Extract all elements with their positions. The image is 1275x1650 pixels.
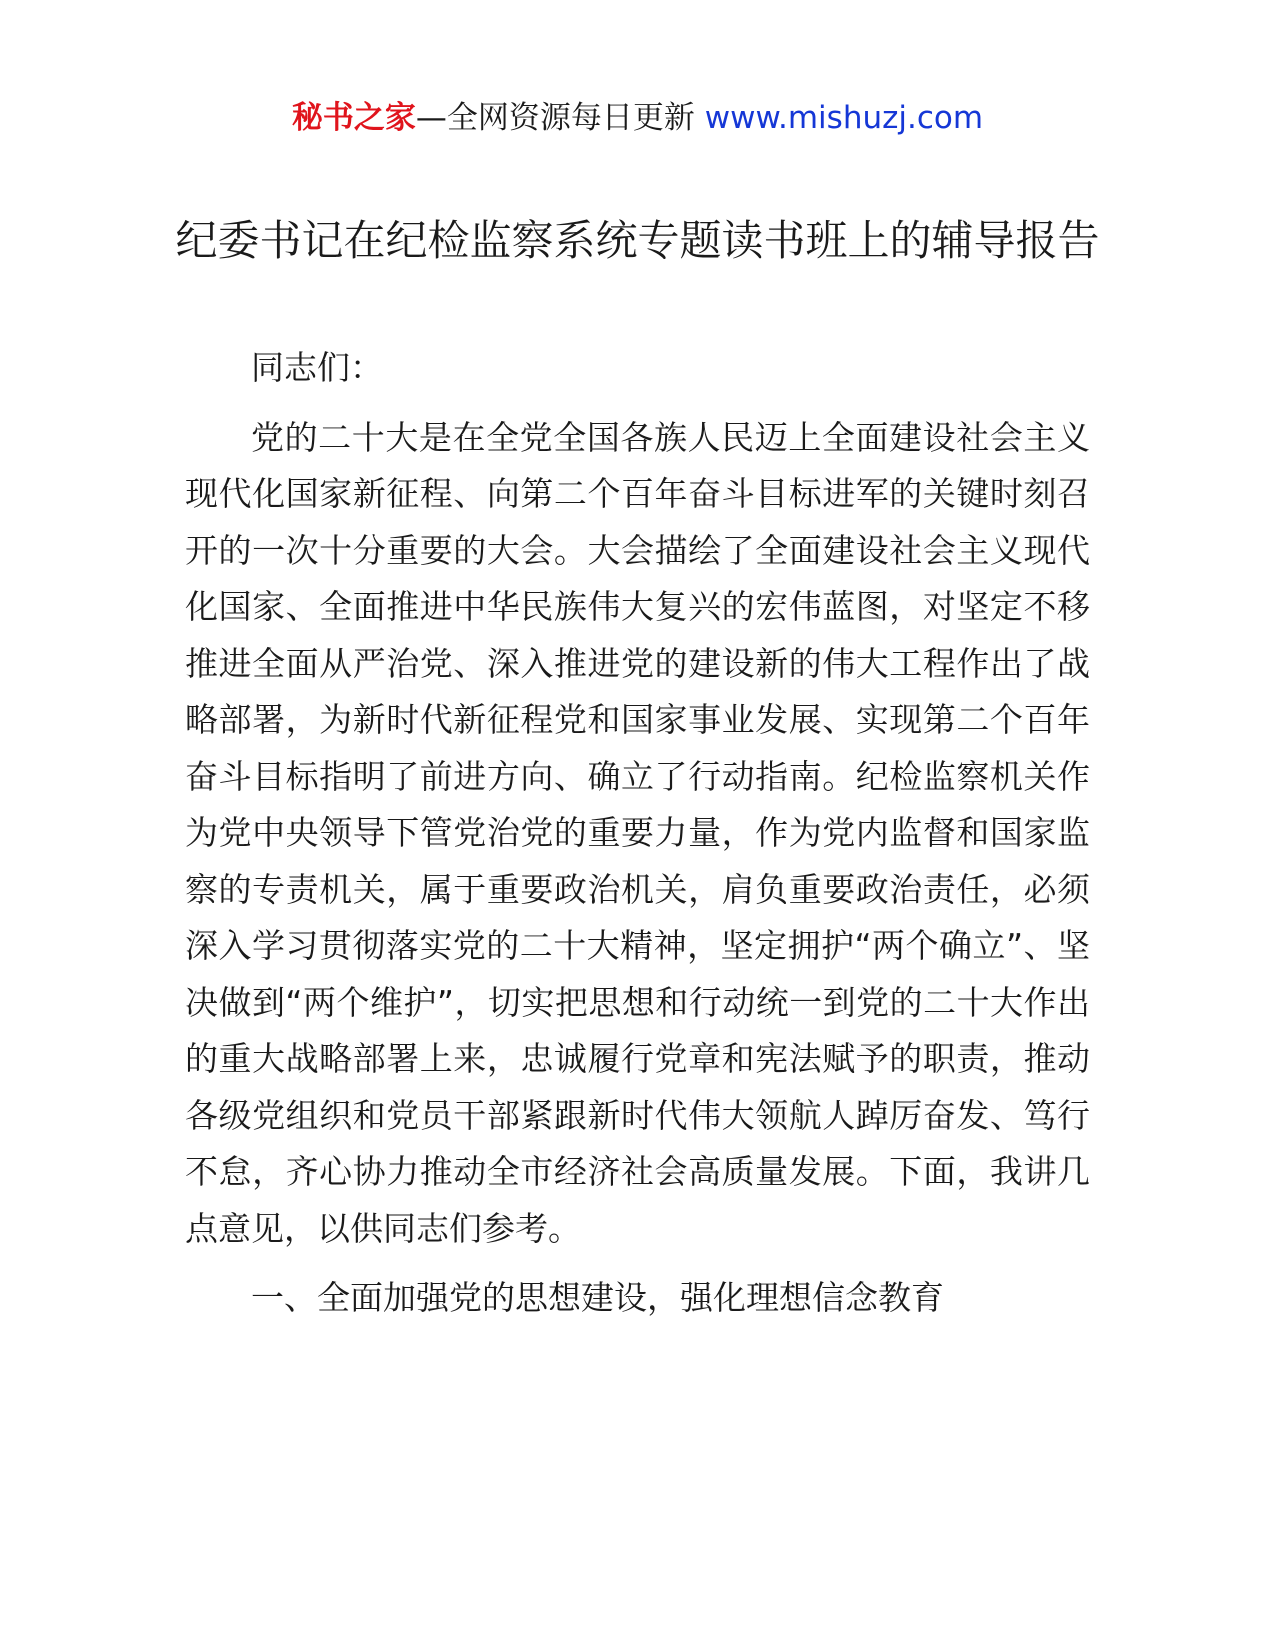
site-brand: 秘书之家 [291, 100, 416, 136]
salutation: 同志们： [251, 348, 383, 387]
site-url-link[interactable]: www.mishuzj.com [704, 100, 984, 136]
site-header [0, 96, 1275, 140]
document-body [185, 340, 1090, 1327]
body-paragraph: 党的二十大是在全党全国各族人民迈上全面建设社会主义现代化国家新征程、向第二个百年奋斗目标进军的关键时刻召开的一次十分重要的大会。大会描绘了全面建设社会主义现代化国家、全面推进中华民族伟大复兴的宏伟蓝图，对坚定不移推进全面从严治党、深入推进党的建设新的伟大工程作出了战略部署，为新时代新征程党和国家事业发展、实现第二个百年奋斗目标指明了前进方向、确立了行动指南。纪检监察机关作为党中央领导下管党治党的重要力量，作为党内监督和国家监察的专责机关，属于重要政治机关，肩负重要政治责任，必须深入学习贯彻落实党的二十大精神，坚定拥护“两个确立”、坚决做到“两个维护”，切实把思想和行动统一到党的二十大作出的重大战略部署上来，忠诚履行党章和宪法赋予的职责，推动各级党组织和党员干部紧跟新时代伟大领航人踔厉奋发、笃行不怠，齐心协力推动全市经济社会高质量发展。下面，我讲几点意见，以供同志们参考。 [185, 417, 1090, 1248]
site-tagline: —全网资源每日更新 [415, 100, 705, 136]
section-heading: 一、全面加强党的思想建设，强化理想信念教育 [251, 1278, 944, 1317]
document-title: 纪委书记在纪检监察系统专题读书班上的辅导报告 [175, 216, 1100, 265]
